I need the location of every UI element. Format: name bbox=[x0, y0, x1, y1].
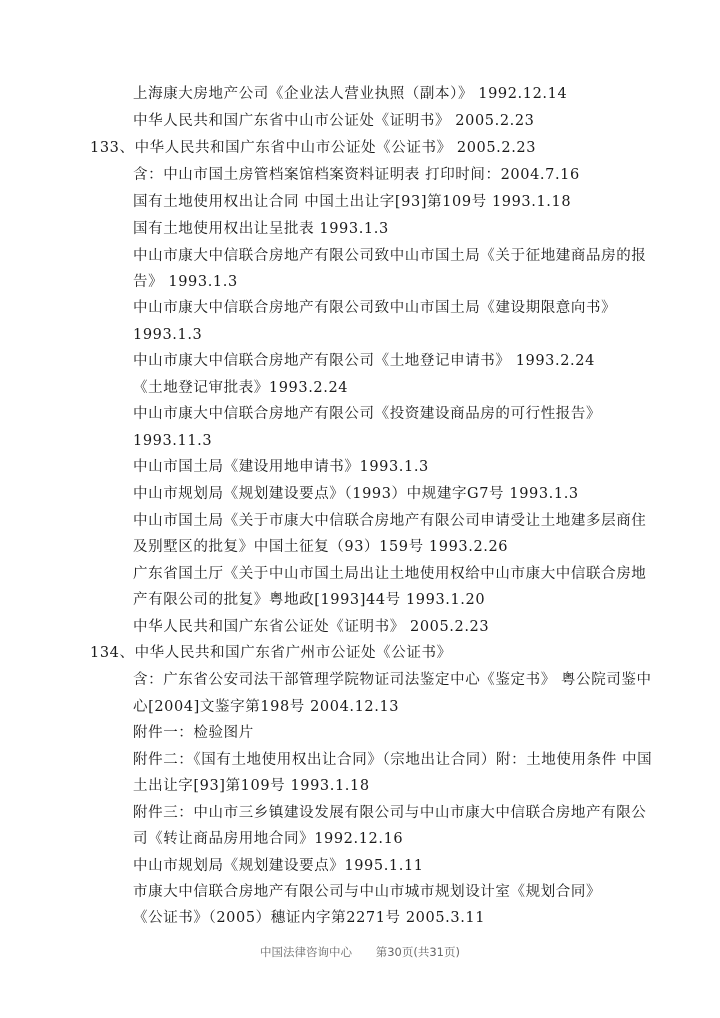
text-line: 附件二：《国有土地使用权出让合同》（宗地出让合同）附：土地使用条件 中国 bbox=[133, 752, 653, 768]
page-footer bbox=[0, 944, 720, 960]
text-line: 中山市康大中信联合房地产有限公司致中山市国土局《建设期限意向书》 bbox=[133, 300, 617, 316]
text-line: 附件三：中山市三乡镇建设发展有限公司与中山市康大中信联合房地产有限公 bbox=[133, 805, 647, 821]
text-line: 中山市国土局《建设用地申请书》1993.1.3 bbox=[133, 459, 429, 475]
text-line: 国有土地使用权出让合同 中国土出让字[93]第109号 1993.1.18 bbox=[133, 194, 572, 210]
text-line: 中山市康大中信联合房地产有限公司《投资建设商品房的可行性报告》 bbox=[133, 406, 602, 422]
text-line: 及别墅区的批复》中国土征复（93）159号 1993.2.26 bbox=[133, 539, 509, 555]
text-line: 国有土地使用权出让呈批表 1993.1.3 bbox=[133, 221, 389, 237]
text-line: 《土地登记审批表》1993.2.24 bbox=[133, 380, 349, 396]
text-line: 中山市康大中信联合房地产有限公司致中山市国土局《关于征地建商品房的报 bbox=[133, 248, 647, 264]
text-line: 含：广东省公安司法干部管理学院物证司法鉴定中心《鉴定书》 粤公院司鉴中 bbox=[133, 672, 652, 688]
text-line: 上海康大房地产公司《企业法人营业执照（副本）》 1992.12.14 bbox=[133, 86, 568, 102]
text-line: 中华人民共和国广东省公证处《证明书》 2005.2.23 bbox=[133, 619, 490, 635]
footer-org: 中国法律咨询中心 bbox=[260, 945, 353, 959]
text-line: 中山市规划局《规划建设要点》1995.1.11 bbox=[133, 858, 424, 874]
text-line: 1993.1.3 bbox=[133, 327, 203, 343]
text-line: 产有限公司的批复》粤地政[1993]44号 1993.1.20 bbox=[133, 592, 486, 608]
text-line: 司《转让商品房用地合同》1992.12.16 bbox=[133, 831, 404, 847]
text-line: 中华人民共和国广东省中山市公证处《证明书》 2005.2.23 bbox=[133, 113, 535, 129]
text-line: 市康大中信联合房地产有限公司与中山市城市规划设计室《规划合同》 bbox=[133, 884, 602, 900]
text-line: 中山市规划局《规划建设要点》（1993）中规建字G7号 1993.1.3 bbox=[133, 486, 579, 502]
text-line: 《公证书》（2005）穗证内字第2271号 2005.3.11 bbox=[133, 910, 486, 926]
text-line: 心[2004]文鉴字第198号 2004.12.13 bbox=[133, 699, 400, 715]
item-heading-134: 134、中华人民共和国广东省广州市公证处《公证书》 bbox=[90, 645, 452, 661]
page-number: 第30页(共31页) bbox=[375, 945, 460, 959]
text-line: 1993.11.3 bbox=[133, 433, 213, 449]
text-line: 土出让字[93]第109号 1993.1.18 bbox=[133, 778, 370, 794]
text-line: 中山市国土局《关于市康大中信联合房地产有限公司申请受让土地建多层商住 bbox=[133, 513, 647, 529]
text-line: 广东省国土厅《关于中山市国土局出让土地使用权给中山市康大中信联合房地 bbox=[133, 566, 647, 582]
text-line: 中山市康大中信联合房地产有限公司《土地登记申请书》 1993.2.24 bbox=[133, 353, 595, 369]
text-line: 附件一：检验图片 bbox=[133, 725, 254, 741]
item-heading-133: 133、中华人民共和国广东省中山市公证处《公证书》 2005.2.23 bbox=[90, 140, 537, 156]
text-line: 告》 1993.1.3 bbox=[133, 274, 238, 290]
text-line: 含：中山市国土房管档案馆档案资料证明表 打印时间：2004.7.16 bbox=[133, 167, 580, 183]
